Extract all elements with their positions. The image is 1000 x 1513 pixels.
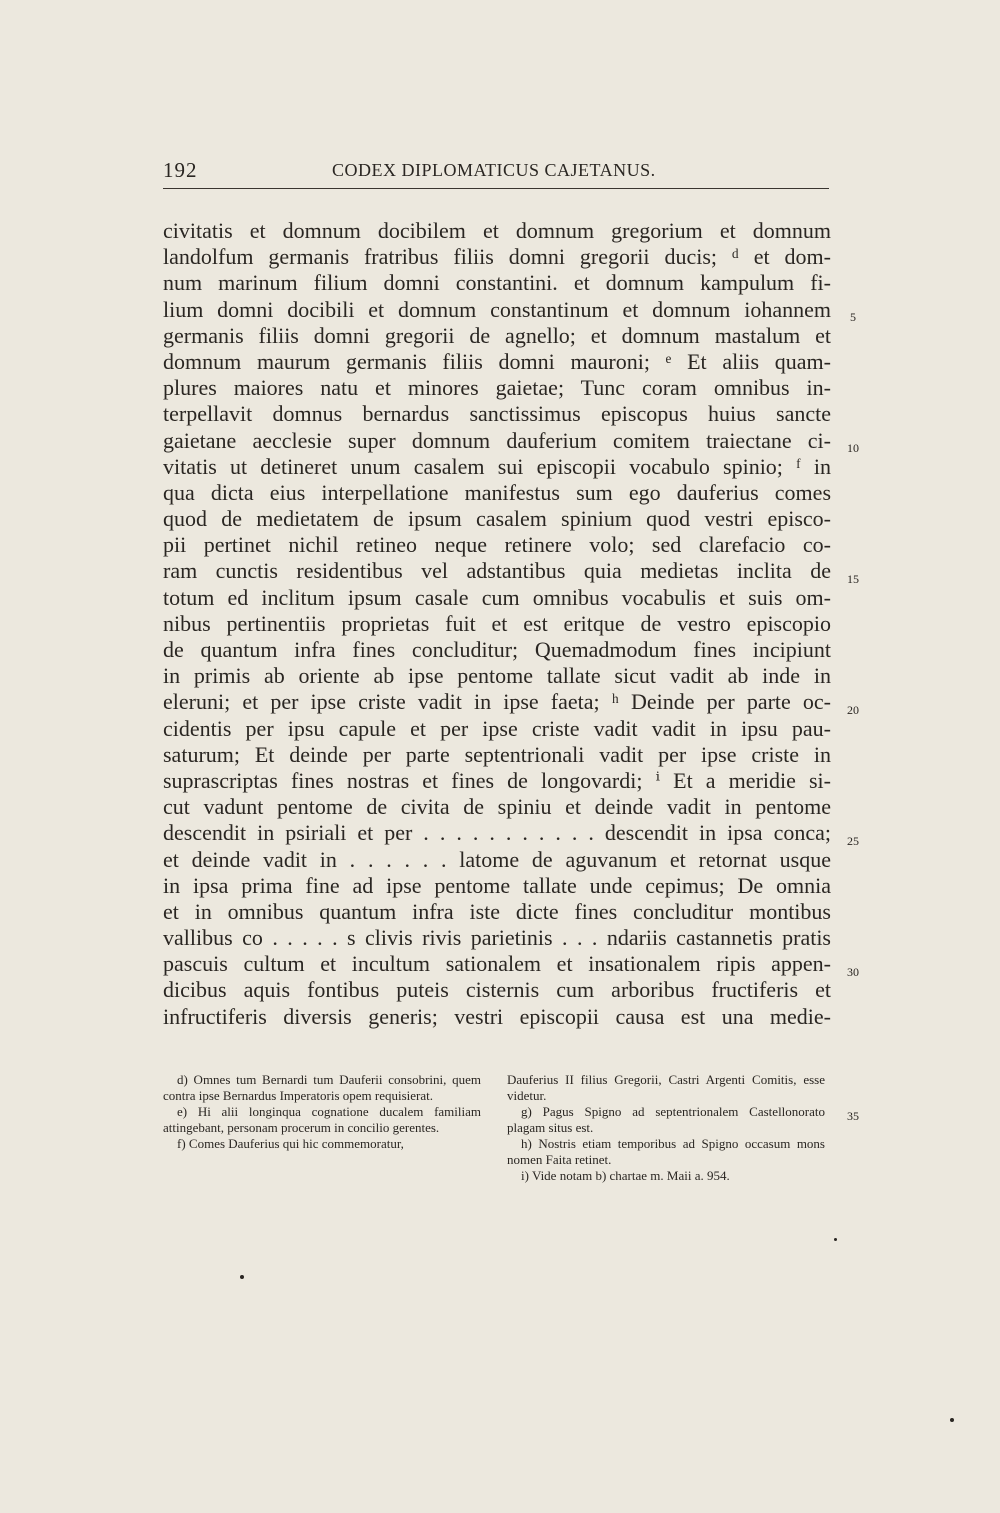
- text-line: vallibus co . . . . . s clivis rivis parietinis . . . ndariis castannetis pratis: [163, 925, 831, 951]
- text-line: ram cunctis residentibus vel adstantibus quia medietas inclita de: [163, 558, 831, 584]
- footnote: g) Pagus Spigno ad septentrionalem Castellonorato plagam situs est.: [507, 1104, 825, 1135]
- text-line: num marinum filium domni constantini. et domnum kampulum fi-: [163, 270, 831, 296]
- text-line: germanis filiis domni gregorii de agnello; et domnum mastalum et: [163, 322, 831, 348]
- text-line: domnum maurum germanis filiis domni mauroni; ᵉ Et aliis quam-: [163, 348, 831, 374]
- text-line: infructiferis diversis generis; vestri episcopii causa est una medie-: [163, 1003, 831, 1029]
- text-line: pii pertinet nichil retineo neque retinere volo; sed clarefacio co-: [163, 532, 831, 558]
- footnote: e) Hi alii longinqua cognatione ducalem familiam attingebant, personam procerum in concilio gerentes.: [163, 1104, 481, 1135]
- text-line: terpellavit domnus bernardus sanctissimus episcopus huius sancte: [163, 401, 831, 427]
- line-number-margin: [838, 0, 878, 1513]
- ink-speck: [240, 1275, 244, 1279]
- footnotes-right-column: [507, 1072, 825, 1184]
- ink-speck: [834, 1238, 837, 1241]
- line-number: 15: [847, 572, 859, 586]
- footnotes-left-column: [163, 1072, 481, 1152]
- text-line: vitatis ut detineret unum casalem sui episcopii vocabulo spinio; ᶠ in: [163, 453, 831, 479]
- line-number: 5: [850, 310, 856, 324]
- text-line: de quantum infra fines concluditur; Quemadmodum fines incipiunt: [163, 637, 831, 662]
- text-line: descendit in psiriali et per . . . . . . . . . . . descendit in ipsa conca;: [163, 820, 831, 846]
- text-line: qua dicta eius interpellatione manifestus sum ego dauferius comes: [163, 479, 831, 505]
- body-text: [163, 218, 831, 1030]
- text-line: cidentis per ipsu capule et per ipse criste vadit vadit in ipsu pau-: [163, 715, 831, 741]
- running-title: CODEX DIPLOMATICUS CAJETANUS.: [332, 160, 656, 180]
- text-line: pascuis cultum et incultum sationalem et insationalem ripis appen-: [163, 951, 831, 977]
- text-line: in primis ab oriente ab ipse pentome tallate sicut vadit ab inde in: [163, 663, 831, 689]
- line-number: 35: [847, 1109, 859, 1123]
- text-line: in ipsa prima fine ad ipse pentome tallate unde cepimus; De omnia: [163, 872, 831, 898]
- text-line: nibus pertinentiis proprietas fuit et est eritque de vestro episcopio: [163, 610, 831, 636]
- text-line: et deinde vadit in . . . . . . latome de aguvanum et retornat usque: [163, 846, 831, 872]
- page-number: 192: [163, 158, 198, 182]
- header-rule: [163, 188, 829, 189]
- text-line: dicibus aquis fontibus puteis cisternis cum arboribus fructiferis et: [163, 977, 831, 1003]
- text-line: et in omnibus quantum infra iste dicte fines concluditur montibus: [163, 898, 831, 924]
- text-line: landolfum germanis fratribus filiis domni gregorii ducis; ᵈ et dom-: [163, 244, 831, 270]
- footnote: h) Nostris etiam temporibus ad Spigno occasum mons nomen Faita retinet.: [507, 1136, 825, 1167]
- footnote: i) Vide notam b) chartae m. Maii a. 954.: [521, 1168, 730, 1183]
- text-line: lium domni docibili et domnum constantinum et domnum iohannem: [163, 296, 831, 322]
- footnote: f) Comes Dauferius qui hic commemoratur,: [177, 1136, 404, 1151]
- footnote: Dauferius II filius Gregorii, Castri Argenti Comitis, esse videtur.: [507, 1072, 825, 1103]
- text-line: saturum; Et deinde per parte septentrionali vadit per ipse criste in: [163, 741, 831, 767]
- ink-speck: [950, 1418, 954, 1422]
- text-line: suprascriptas fines nostras et fines de longovardi; ⁱ Et a meridie si-: [163, 767, 831, 793]
- text-line: cut vadunt pentome de civita de spiniu et deinde vadit in pentome: [163, 794, 831, 820]
- line-number: 20: [847, 703, 859, 717]
- line-number: 10: [847, 441, 859, 455]
- text-line: eleruni; et per ipse criste vadit in ipse faeta; ʰ Deinde per parte oc-: [163, 689, 831, 715]
- page-header: [163, 158, 829, 188]
- text-line: civitatis et domnum docibilem et domnum gregorium et domnum: [163, 218, 831, 243]
- footnote: d) Omnes tum Bernardi tum Dauferii consobrini, quem contra ipse Bernardus Imperatoris opem requisierat.: [163, 1072, 481, 1103]
- line-number: 25: [847, 834, 859, 848]
- text-line: quod de medietatem de ipsum casalem spinium quod vestri episco-: [163, 506, 831, 532]
- text-line: totum ed inclitum ipsum casale cum omnibus vocabulis et suis om-: [163, 584, 831, 610]
- line-number: 30: [847, 965, 859, 979]
- text-line: gaietane aecclesie super domnum dauferium comitem traiectane ci-: [163, 427, 831, 453]
- text-line: plures maiores natu et minores gaietae; Tunc coram omnibus in-: [163, 375, 831, 401]
